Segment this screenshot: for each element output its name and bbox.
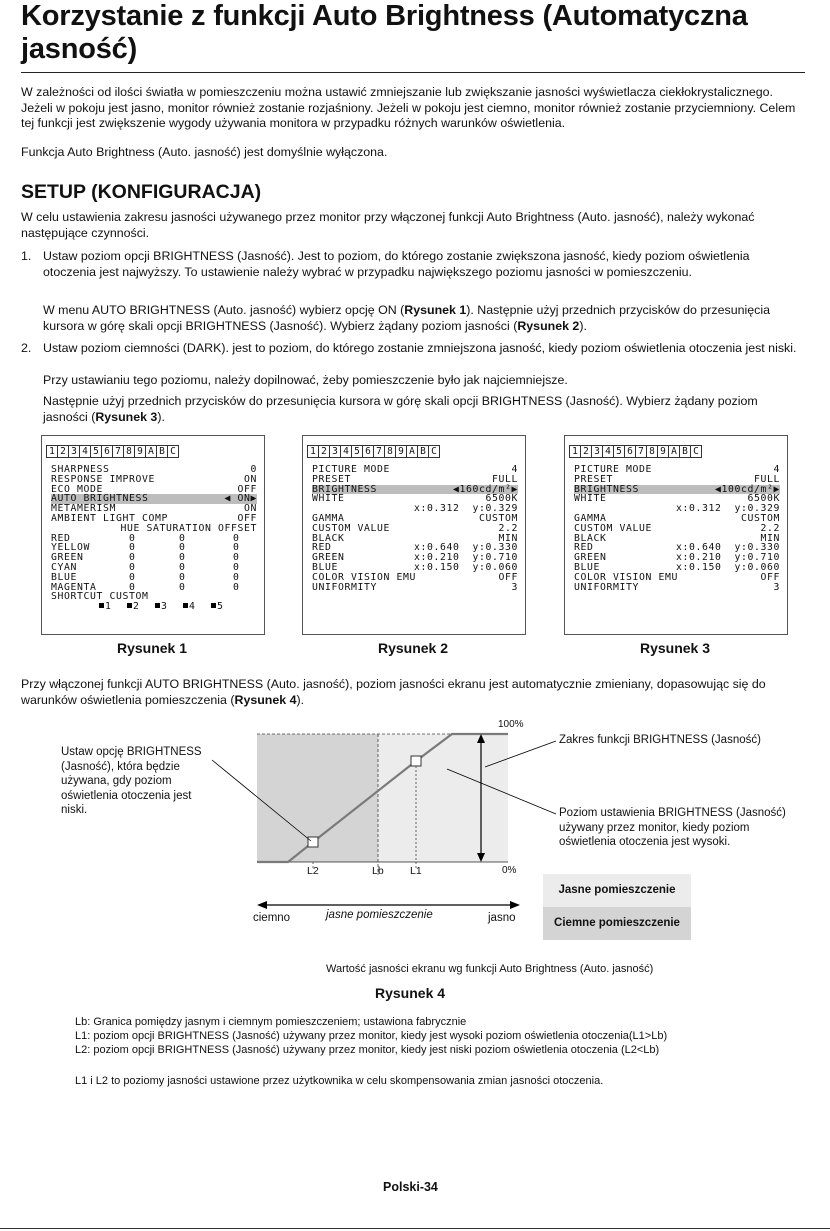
osd-color-row (51, 563, 257, 573)
osd-tab-2: 2 (318, 445, 329, 458)
bright-room-region (378, 734, 508, 862)
step-2-detail: Następnie użyj przednich przycisków do przesunięcia kursora w górę skali opcji BRIGHTNESS (Jasność). Wybierz żądany poziom jasności (Rysunek 3). (43, 394, 758, 424)
pct-0-label: 0% (502, 865, 517, 876)
osd-row-label: PICTURE MODE (574, 464, 652, 475)
osd-tab-5: 5 (90, 445, 101, 458)
osd-tab-6: 6 (362, 445, 373, 458)
osd-tabs (307, 445, 440, 457)
osd-row-label: BLACK (312, 532, 345, 544)
l1-marker (411, 756, 421, 766)
shortcut-square-icon (127, 603, 132, 608)
axis-arrow-left (257, 901, 267, 909)
osd-row-value: OFF (760, 571, 780, 583)
axis-arrow-right (510, 901, 520, 909)
osd-screen-figure-3 (564, 435, 788, 635)
osd-tab-7: 7 (112, 445, 123, 458)
osd-color-cell: 0 (233, 532, 240, 544)
intro-paragraph-2: Funkcja Auto Brightness (Auto. jasność) jest domyślnie wyłączona. (21, 145, 388, 159)
osd-row-label: PRESET (574, 473, 613, 485)
osd-row-label: SHARPNESS (51, 464, 110, 475)
osd-row-value: 4 (511, 464, 518, 475)
shortcut-square-icon (183, 603, 188, 608)
osd-color-cell: 0 (233, 561, 240, 573)
osd-tab-7: 7 (635, 445, 646, 458)
osd-row-label: COLOR VISION EMU (574, 571, 678, 583)
range-label: Zakres funkcji BRIGHTNESS (Jasność) (559, 734, 761, 746)
osd-row-label: BRIGHTNESS (312, 483, 377, 495)
osd-row-value: MIN (760, 532, 780, 544)
high-light-label: Poziom ustawienia BRIGHTNESS (Jasność) używany przez monitor, kiedy poziom oświetlenia otoczenia jest wysoki. (559, 807, 786, 848)
osd-row-label: AUTO BRIGHTNESS (51, 493, 149, 505)
step-1-number: 1. (21, 249, 32, 263)
shortcut-square-icon (99, 603, 104, 608)
osd-tab-5: 5 (613, 445, 624, 458)
osd-row-label: RED (312, 542, 332, 554)
osd-color-cell: 0 (233, 581, 240, 593)
caption-figure-2: Rysunek 2 (377, 640, 449, 656)
page-footer: Polski-34 (383, 1180, 438, 1194)
l2-marker (308, 837, 318, 847)
setup-lead: W celu ustawienia zakresu jasności używanego przez monitor przy włączonej funkcji Auto Brightness (Auto. jasność), należy wykonać następujące czynności. (21, 210, 755, 240)
osd-shortcut-items (51, 602, 257, 612)
axis-dark-label: ciemno (253, 912, 291, 924)
osd-color-cell: 0 (129, 552, 136, 564)
osd-row-value: ◀ ON▶ (224, 493, 257, 505)
osd-shortcut-item (99, 602, 112, 612)
osd-row-value: 3 (511, 581, 518, 593)
osd-tab-5: 5 (351, 445, 362, 458)
osd-row-label: RED (574, 542, 594, 554)
osd-row-value: ◀100cd/m²▶ (715, 483, 780, 495)
osd-menu (312, 465, 518, 592)
footer-rule (0, 1228, 830, 1229)
osd-color-cell: 0 (179, 552, 186, 564)
osd-color-cell: RED (51, 532, 71, 544)
osd-shortcut-item (155, 602, 168, 612)
osd-tabs (46, 445, 179, 457)
osd-row-label: BLACK (574, 532, 607, 544)
osd-color-cell: 0 (179, 561, 186, 573)
line-legend-label: Wartość jasności ekranu wg funkcji Auto Brightness (Auto. jasność) (326, 963, 654, 975)
osd-color-cell: 0 (179, 532, 186, 544)
legend-dark-room: Ciemne pomieszczenie (543, 907, 691, 940)
auto-brightness-paragraph: Przy włączonej funkcji AUTO BRIGHTNESS (Auto. jasność), poziom jasności ekranu jest automatycznie zmieniany, dopasowując się do warunków oświetlenia pomieszczenia (Rysunek 4). (21, 677, 766, 707)
osd-color-cell: MAGENTA (51, 581, 97, 593)
osd-color-cell: 0 (233, 552, 240, 564)
osd-row-value: x:0.210 y:0.710 (414, 552, 518, 564)
osd-color-cell: YELLOW (51, 542, 90, 554)
note-summary: L1 i L2 to poziomy jasności ustawione przez użytkownika w celu skompensowania zmian jasności otoczenia. (75, 1075, 604, 1087)
osd-tab-4: 4 (340, 445, 351, 458)
osd-row-value: OFF (237, 483, 257, 495)
osd-tab-3: 3 (68, 445, 79, 458)
osd-row-label: COLOR VISION EMU (312, 571, 416, 583)
step-2-text: Ustaw poziom ciemności (DARK). jest to poziom, do którego zostanie zmniejszona jasność, kiedy poziom oświetlenia otoczenia jest niski. (43, 341, 797, 355)
osd-color-cell: 0 (129, 571, 136, 583)
osd-row-label: CUSTOM VALUE (312, 522, 390, 534)
osd-row-value: MIN (498, 532, 518, 544)
osd-screen-figure-1 (41, 435, 265, 635)
osd-tab-8: 8 (646, 445, 657, 458)
osd-row-label: RESPONSE IMPROVE (51, 473, 155, 485)
lb-label: Lb (372, 865, 384, 877)
osd-shortcut-number: 1 (105, 601, 112, 613)
osd-color-row (51, 553, 257, 563)
osd-row-value: 6500K (747, 493, 780, 505)
osd-row-value: CUSTOM (741, 512, 780, 524)
caption-figure-1: Rysunek 1 (116, 640, 188, 656)
osd-row-value: OFF (498, 571, 518, 583)
page-title: Korzystanie z funkcji Auto Brightness (Automatyczna jasność) (21, 0, 748, 65)
osd-color-cell: 0 (129, 581, 136, 593)
osd-tab-4: 4 (79, 445, 90, 458)
legend-bright-room: Jasne pomieszczenie (543, 874, 691, 907)
note-l2: L2: poziom opcji BRIGHTNESS (Jasność) używany przez monitor, kiedy jest niski poziom oświetlenia otoczenia (L2<Lb) (75, 1044, 660, 1056)
osd-row-label: WHITE (312, 493, 345, 505)
l2-label: L2 (307, 865, 319, 877)
osd-color-cell: CYAN (51, 561, 77, 573)
osd-tab-a: A (668, 445, 679, 458)
osd-row-label: BLUE (574, 561, 600, 573)
osd-color-cell: 0 (179, 581, 186, 593)
osd-row-value: x:0.640 y:0.330 (676, 542, 780, 554)
osd-color-cell: 0 (129, 532, 136, 544)
osd-row-value: x:0.150 y:0.060 (676, 561, 780, 573)
osd-color-cell: GREEN (51, 552, 84, 564)
osd-tab-b: B (156, 445, 167, 458)
osd-shortcut-item (127, 602, 140, 612)
osd-tab-6: 6 (101, 445, 112, 458)
osd-row-label: UNIFORMITY (574, 581, 639, 593)
osd-row-value: x:0.150 y:0.060 (414, 561, 518, 573)
osd-row-value: FULL (492, 473, 518, 485)
intro-paragraph-1: W zależności od ilości światła w pomieszczeniu można ustawić zmniejszanie lub zwiększanie jasności wyświetlacza ciekłokrystalicznego. Jeżeli w pokoju jest jasno, monitor również zostanie rozjaśniony. Jeżeli w pokoju jest ciemno, monitor również zostanie przyciemniony. Celem tej funkcji jest zwiększenie wygody używania monitora w przypadku różnych warunków oświetlenia. (21, 85, 796, 130)
osd-row-label: BRIGHTNESS (574, 483, 639, 495)
osd-tab-9: 9 (395, 445, 406, 458)
osd-tabs (569, 445, 702, 457)
osd-row-value: ON (244, 503, 257, 515)
osd-row-label: AMBIENT LIGHT COMP (51, 512, 168, 524)
osd-tab-4: 4 (602, 445, 613, 458)
osd-tab-8: 8 (123, 445, 134, 458)
osd-tab-b: B (417, 445, 428, 458)
osd-tab-b: B (679, 445, 690, 458)
step-1-detail: W menu AUTO BRIGHTNESS (Auto. jasność) wybierz opcję ON (Rysunek 1). Następnie użyj przednich przycisków do przesunięcia kursora w górę skali opcji BRIGHTNESS (Jasność). Wybierz żądany poziom jasności (Rysunek 2). (43, 303, 770, 333)
osd-tab-1: 1 (569, 445, 580, 458)
osd-row-label: UNIFORMITY (312, 581, 377, 593)
osd-row-label: GAMMA (312, 512, 345, 524)
setup-heading: SETUP (KONFIGURACJA) (21, 181, 262, 203)
osd-row (312, 583, 518, 593)
osd-row-label: METAMERISM (51, 503, 116, 515)
osd-row-label: BLUE (312, 561, 338, 573)
osd-color-header (51, 524, 257, 534)
osd-color-cell: BLUE (51, 571, 77, 583)
osd-row-value: CUSTOM (479, 512, 518, 524)
axis-bright-label: jasno (488, 912, 516, 924)
osd-row-label: GREEN (312, 552, 345, 564)
osd-color-cell: 0 (129, 542, 136, 554)
step-2-number: 2. (21, 341, 32, 355)
osd-shortcut-number: 5 (217, 601, 224, 613)
osd-shortcut-number: 4 (189, 601, 196, 613)
osd-tab-7: 7 (373, 445, 384, 458)
osd-row-label: PRESET (312, 473, 351, 485)
osd-row (574, 583, 780, 593)
osd-tab-c: C (428, 445, 440, 458)
osd-row-value: ◀160cd/m²▶ (453, 483, 518, 495)
osd-row-value: 2.2 (760, 522, 780, 534)
osd-row-label: GAMMA (574, 512, 607, 524)
osd-row-value: x:0.210 y:0.710 (676, 552, 780, 564)
shortcut-square-icon (155, 603, 160, 608)
osd-row-value: OFF (237, 512, 257, 524)
osd-row-value: x:0.312 y:0.329 (676, 503, 780, 515)
osd-screen-figure-2 (302, 435, 526, 635)
osd-tab-1: 1 (307, 445, 318, 458)
osd-row-label: ECO MODE (51, 483, 103, 495)
osd-row-value: ON (244, 473, 257, 485)
osd-menu (574, 465, 780, 592)
osd-row-value: 6500K (485, 493, 518, 505)
osd-shortcut-row: SHORTCUT CUSTOM (51, 591, 149, 603)
note-l1: L1: poziom opcji BRIGHTNESS (Jasność) używany przez monitor, kiedy jest wysoki poziom oświetlenia otoczenia(L1>Lb) (75, 1030, 668, 1042)
osd-color-header-text: HUE SATURATION OFFSET (120, 522, 257, 534)
osd-row-label: CUSTOM VALUE (574, 522, 652, 534)
osd-color-cell: 0 (179, 571, 186, 583)
osd-tab-3: 3 (329, 445, 340, 458)
osd-shortcut-number: 2 (133, 601, 140, 613)
osd-shortcut-item (211, 602, 224, 612)
osd-tab-c: C (167, 445, 179, 458)
osd-row-value: x:0.640 y:0.330 (414, 542, 518, 554)
osd-tab-9: 9 (657, 445, 668, 458)
osd-tab-2: 2 (57, 445, 68, 458)
osd-row-label: WHITE (574, 493, 607, 505)
l1-label: L1 (410, 865, 422, 877)
osd-tab-2: 2 (580, 445, 591, 458)
osd-color-cell: 0 (233, 571, 240, 583)
axis-mid-label: jasne pomieszczenie (326, 909, 433, 921)
osd-row-value: FULL (754, 473, 780, 485)
osd-tab-a: A (145, 445, 156, 458)
shortcut-square-icon (211, 603, 216, 608)
osd-row-label: GREEN (574, 552, 607, 564)
caption-figure-3: Rysunek 3 (639, 640, 711, 656)
osd-color-cell: 0 (129, 561, 136, 573)
osd-row-value: 4 (773, 464, 780, 475)
osd-shortcut-item (183, 602, 196, 612)
osd-row-value: 0 (250, 464, 257, 475)
low-light-label: Ustaw opcję BRIGHTNESS (Jasność), która będzie używana, gdy poziom oświetlenia otoczenia jest niski. (61, 746, 202, 816)
step-2-note: Przy ustawianiu tego poziomu, należy dopilnować, żeby pomieszczenie było jak najciemniejsze. (43, 373, 568, 387)
osd-row-value: x:0.312 y:0.329 (414, 503, 518, 515)
title-rule (21, 72, 805, 73)
pct-100-label: 100% (498, 719, 524, 730)
osd-tab-3: 3 (591, 445, 602, 458)
osd-tab-a: A (406, 445, 417, 458)
osd-tab-1: 1 (46, 445, 57, 458)
osd-row-value: 3 (773, 581, 780, 593)
osd-tab-6: 6 (624, 445, 635, 458)
step-1-text: Ustaw poziom opcji BRIGHTNESS (Jasność). Jest to poziom, do którego zostanie zwiększona jasność, kiedy poziom oświetlenia otoczenia jest najwyższy. To ustawienie należy wybrać w przypadku największego poziomu jasności w pomieszczeniu. (43, 249, 750, 279)
caption-figure-4: Rysunek 4 (375, 985, 446, 1001)
osd-tab-8: 8 (384, 445, 395, 458)
osd-menu (51, 465, 257, 612)
osd-row-label: PICTURE MODE (312, 464, 390, 475)
osd-color-cell: 0 (179, 542, 186, 554)
note-lb: Lb: Granica pomiędzy jasnym i ciemnym pomieszczeniem; ustawiona fabrycznie (75, 1016, 467, 1028)
osd-shortcut-number: 3 (161, 601, 168, 613)
osd-tab-c: C (690, 445, 702, 458)
osd-color-cell: 0 (233, 542, 240, 554)
osd-tab-9: 9 (134, 445, 145, 458)
osd-row-value: 2.2 (498, 522, 518, 534)
